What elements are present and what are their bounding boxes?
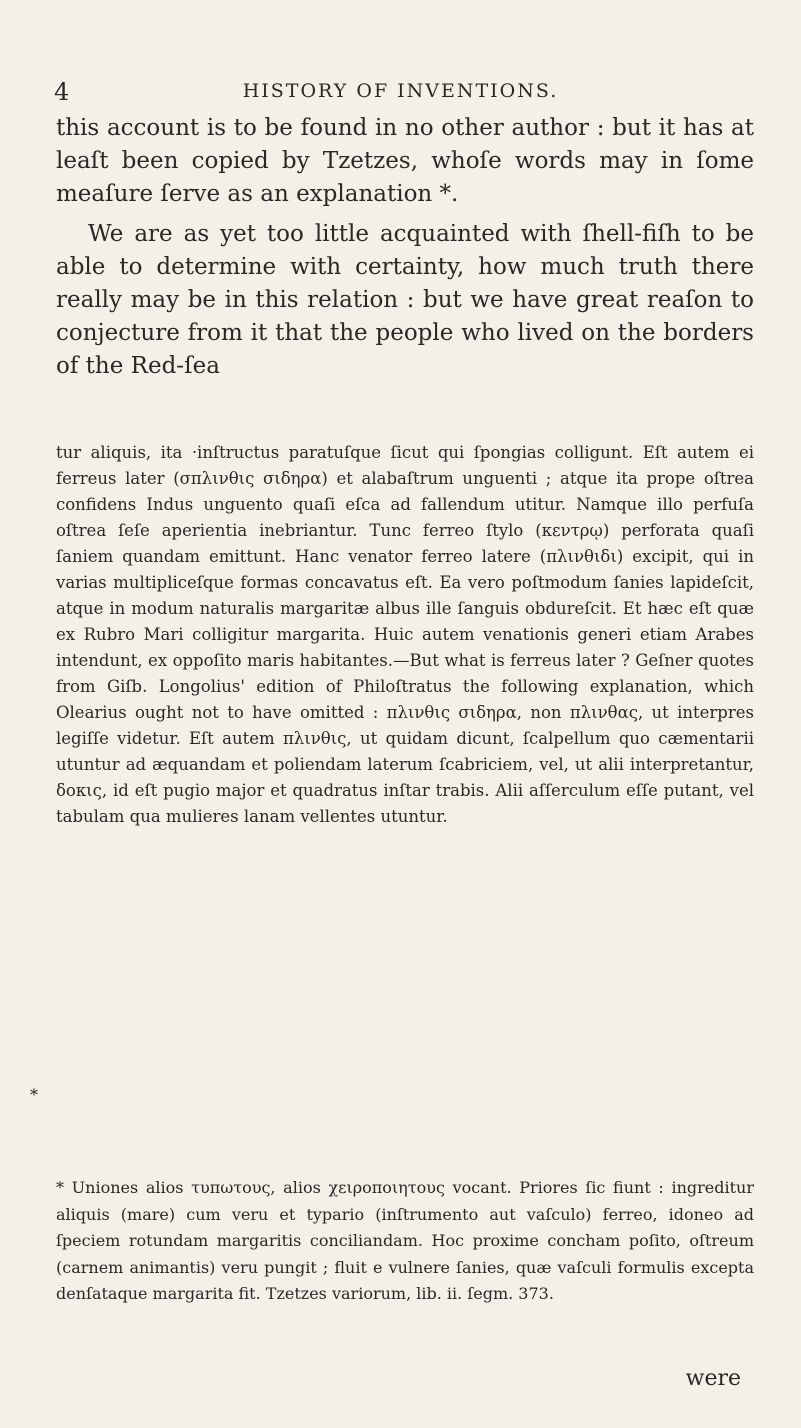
body-paragraph: this account is to be found in no other author : but it has at leaſt been copied by Tzetzes, whoſe words may in ſome meaſure ſerve as an explanation *. [56,115,754,207]
catchword: were [685,1366,741,1391]
running-head: HISTORY OF INVENTIONS. [242,80,559,102]
body-paragraph: We are as yet too little acquainted with ſhell-fiſh to be able to determine with certainty, how much truth there really may be in this relation : but we have great reaſon to conjecture from it that the people who lived on the borders of the Red-ſea [56,221,754,379]
body-text [56,112,754,211]
page-number: 4 [54,78,70,106]
quotation-paragraph: tur aliquis, ita ·inſtructus paratuſque ſicut qui ſpongias colligunt. Eſt autem ei ferreus later (σπλινθις σιδηρα) et alabaſtrum unguenti ; atque ita prope oſtrea confidens Indus unguento quaſi eſca ad fallendum utitur. Namque illo perfuſa oſtrea ſeſe aperientia inebriantur. Tunc ferreo ſtylo (κεντρῳ) perforata quaſi ſaniem quandam emittunt. Hanc venator ferreo latere (πλινθιδι) excipit, qui in varias multipliceſque formas concavatus eſt. Ea vero poſtmodum ſanies lapideſcit, atque in modum naturalis margaritæ albus ille ſanguis obdureſcit. Et hæc eſt quæ ex Rubro Mari colligitur margarita. Huic autem venationis generi etiam Arabes intendunt, ex oppoſito maris habitantes.—But what is ferreus later ? Geſner quotes from Giſb. Longolius' edition of Philoſtratus the following explanation, which Olearius ought not to have omitted : πλινθις σιδηρα, non πλινθας, ut interpres legiſſe videtur. Eſt autem πλινθις, ut quidam dicunt, ſcalpellum quo cæmentarii utuntur ad æquandam et poliendam laterum ſcabriciem, vel, ut alii interpretantur, δοκις, id eſt pugio major et quadratus inſtar trabis. Alii aſſerculum eſſe putant, vel tabulam qua mulieres lanam vellentes utuntur. [56,443,754,826]
margin-mark: ⁎ [30,1080,38,1099]
footnote [56,1175,754,1308]
footnote-paragraph: * Uniones alios τυπωτους, alios χειροποιητους vocant. Priores ſic fiunt : ingreditur aliquis (mare) cum veru et typario (inſtrumento aut vaſculo) ferreo, idoneo ad ſpeciem rotundam margaritis conciliandam. Hoc proxime concham poſito, oſtreum (carnem animantis) veru pungit ; fluit e vulnere ſanies, quæ vaſculi formulis excepta denſataque margarita fit. Tzetzes variorum, lib. ii. ſegm. 373. [56,1178,754,1303]
body-text-2 [56,218,754,383]
latin-quotation [56,440,754,830]
